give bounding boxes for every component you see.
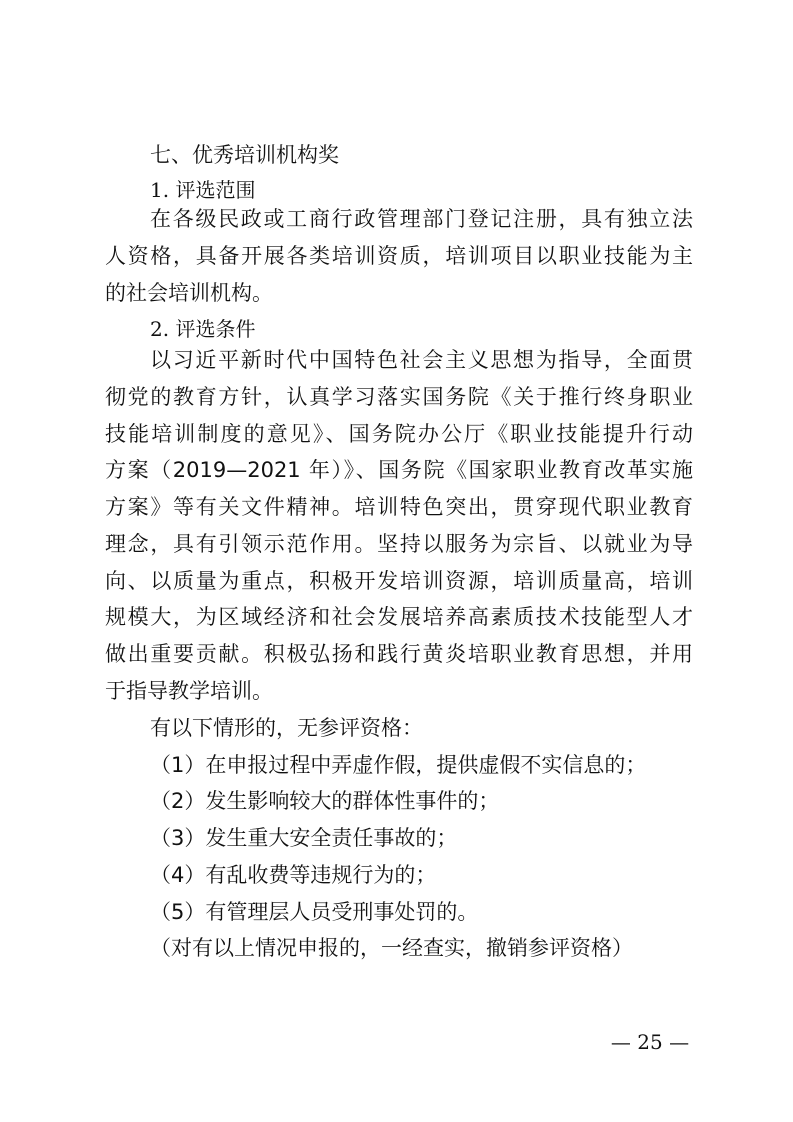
paragraph-line: 方案》等有关文件精神。培训特色突出，贯穿现代职业教育: [105, 495, 693, 519]
subsection-1-title: 1. 评选范围: [150, 178, 256, 202]
subsection-2-title: 2. 评选条件: [150, 317, 256, 341]
paragraph-line: 人资格，具备开展各类培训资质，培训项目以职业技能为主: [105, 244, 693, 268]
list-item: （1）在申报过程中弄虚作假，提供虚假不实信息的；: [150, 753, 647, 777]
paragraph-line: 技能培训制度的意见》、国务院办公厅《职业技能提升行动: [105, 422, 693, 446]
paragraph-line: 向、以质量为重点，积极开发培训资源，培训质量高，培训: [105, 569, 693, 593]
disqualification-note: （对有以上情况申报的，一经查实，撤销参评资格）: [150, 936, 633, 960]
paragraph-line: 理念，具有引领示范作用。坚持以服务为宗旨、以就业为导: [105, 532, 693, 556]
paragraph-line: 彻党的教育方针，认真学习落实国务院《关于推行终身职业: [105, 385, 693, 409]
list-item: （2）发生影响较大的群体性事件的；: [150, 789, 500, 813]
paragraph-line: 以习近平新时代中国特色社会主义思想为指导，全面贯: [150, 348, 693, 372]
section-heading: 七、优秀培训机构奖: [150, 143, 339, 167]
disqualification-intro: 有以下情形的，无参评资格：: [150, 716, 423, 740]
paragraph-line: 方案（2019—2021 年）》、国务院《国家职业教育改革实施: [105, 458, 693, 482]
list-item: （3）发生重大安全责任事故的；: [150, 826, 458, 850]
list-item: （4）有乱收费等违规行为的；: [150, 863, 437, 887]
paragraph-line: 在各级民政或工商行政管理部门登记注册，具有独立法: [150, 207, 693, 231]
paragraph-line: 于指导教学培训。: [105, 679, 273, 703]
paragraph-line: 做出重要贡献。积极弘扬和践行黄炎培职业教育思想，并用: [105, 642, 693, 666]
paragraph-line: 的社会培训机构。: [105, 281, 273, 305]
page-number: — 25 —: [610, 1030, 690, 1054]
list-item: （5）有管理层人员受刑事处罚的。: [150, 900, 479, 924]
paragraph-line: 规模大，为区域经济和社会发展培养高素质技术技能型人才: [105, 605, 693, 629]
